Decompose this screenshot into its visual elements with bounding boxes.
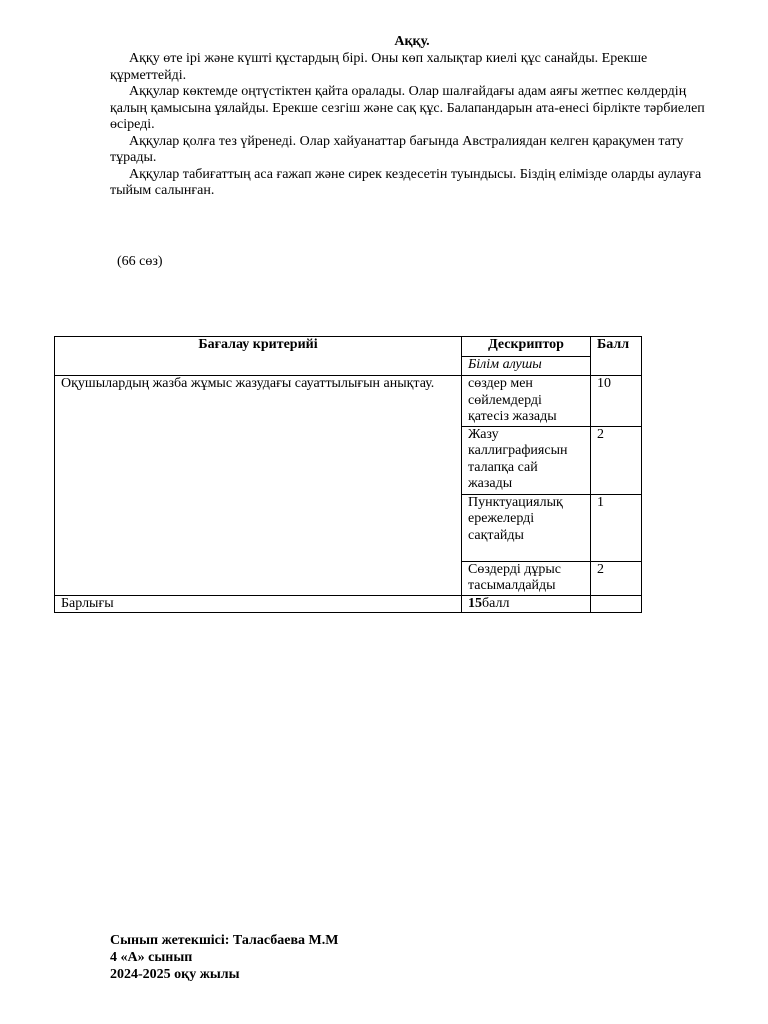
header-descriptor: Дескриптор <box>462 337 591 357</box>
document-title: Аққу. <box>394 34 430 49</box>
criterion-cell <box>55 376 462 596</box>
paragraph: Аққулар қолға тез үйренеді. Олар хайуанаттар бағында Австралиядан келген қарақумен тату тұрады. <box>110 133 684 165</box>
ball-cell: 10 <box>591 376 642 427</box>
ball-cell: 2 <box>591 561 642 595</box>
text-body <box>110 51 720 200</box>
ball-cell: 1 <box>591 494 642 561</box>
total-value-cell <box>462 595 591 613</box>
total-ball-cell <box>591 595 642 613</box>
descriptor-cell: Пунктуациялық ережелерді сақтайды <box>462 494 591 561</box>
criterion-text: Оқушылардың жазба жұмыс жазудағы сауаттылығын анықтау. <box>61 376 435 391</box>
total-value: 15 <box>468 595 482 611</box>
total-unit: балл <box>482 595 510 611</box>
descriptor-cell: сөздер мен сөйлемдерді қатесіз жазады <box>462 376 591 427</box>
paragraph: Аққулар көктемде оңтүстіктен қайта оралады. Олар шалғайдағы адам аяғы жетпес көлдердің қалың қамысына ұялайды. Ерекше сезгіш және сақ құс. Балапандарын ата-енесі бірлікте тәрбиелеп өсіреді. <box>110 84 705 132</box>
ball-cell: 2 <box>591 426 642 494</box>
footer-class: 4 «А» сынып <box>110 950 193 965</box>
footer <box>110 932 338 983</box>
paragraph: Аққу өте ірі және күшті құстардың бірі. Оны көп халықтар киелі құс санайды. Ерекше құрметтейді. <box>110 51 648 83</box>
descriptor-cell: Сөздерді дұрыс тасымалдайды <box>462 561 591 595</box>
footer-teacher: Сынып жетекшісі: Таласбаева М.М <box>110 933 339 948</box>
paragraph: Аққулар табиғаттың аса ғажап және сирек кездесетін туындысы. Біздің елімізде оларды аулауға тыйым салынған. <box>110 166 702 198</box>
footer-year: 2024-2025 оқу жылы <box>110 967 240 982</box>
table-row <box>55 376 642 427</box>
total-label: Барлығы <box>55 595 462 613</box>
table-header-row <box>55 337 642 357</box>
header-ball: Балл <box>591 337 642 376</box>
descriptor-cell: Жазу каллиграфиясын талапқа сай жазады <box>462 426 591 494</box>
header-criteria: Бағалау критерийі <box>55 337 462 376</box>
table-total-row <box>55 595 642 613</box>
word-count: (66 сөз) <box>117 254 163 269</box>
header-descriptor-sub: Білім алушы <box>462 357 591 376</box>
assessment-table <box>54 336 642 613</box>
